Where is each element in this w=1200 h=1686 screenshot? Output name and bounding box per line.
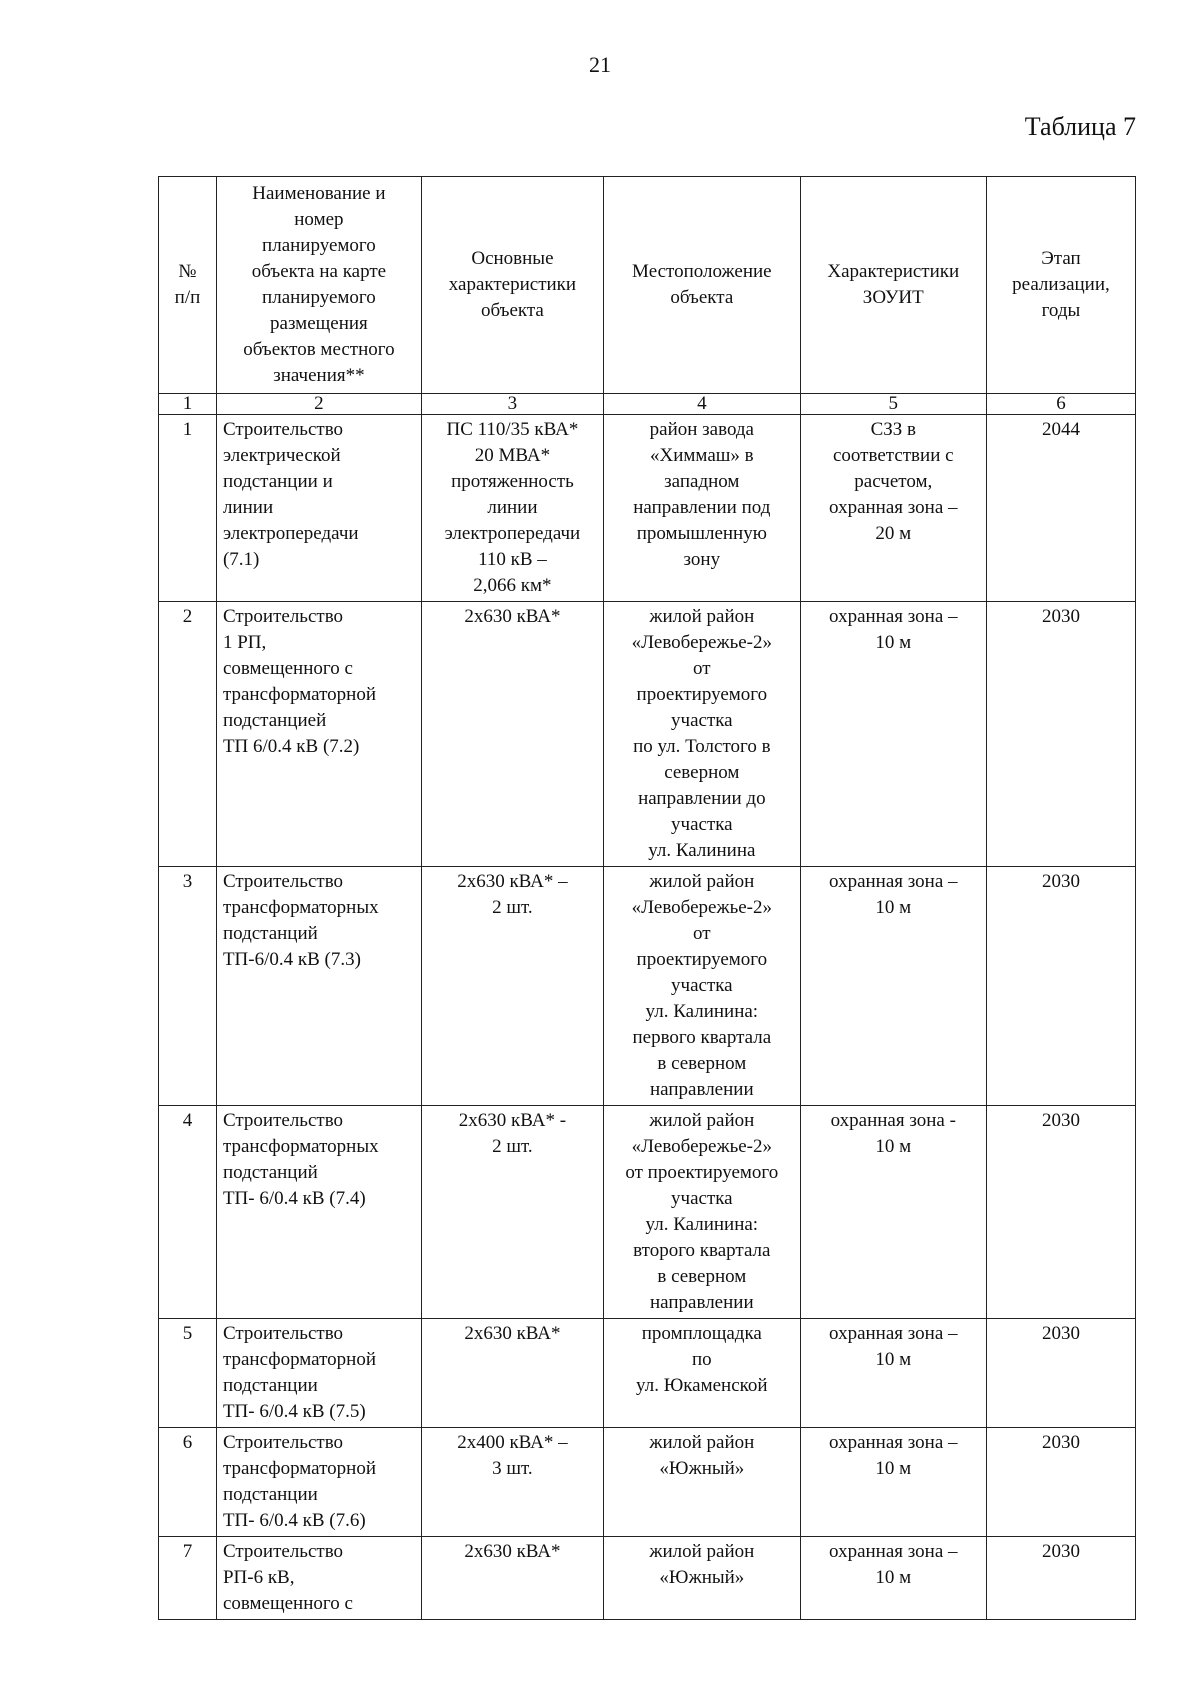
zouit-characteristics: СЗЗ в соответствии с расчетом, охранная зона – 20 м bbox=[800, 415, 986, 602]
objects-table bbox=[158, 176, 1136, 1620]
column-number: 5 bbox=[800, 394, 986, 415]
table-row bbox=[159, 1428, 1136, 1537]
table-row bbox=[159, 415, 1136, 602]
object-name: Строительство трансформаторных подстанций ТП- 6/0.4 кВ (7.4) bbox=[216, 1106, 421, 1319]
row-number: 4 bbox=[159, 1106, 217, 1319]
zouit-characteristics: охранная зона – 10 м bbox=[800, 867, 986, 1106]
table-header-row bbox=[159, 177, 1136, 394]
implementation-stage: 2030 bbox=[986, 602, 1135, 867]
column-numbers-row bbox=[159, 394, 1136, 415]
zouit-characteristics: охранная зона – 10 м bbox=[800, 1319, 986, 1428]
page-number: 21 bbox=[589, 52, 611, 77]
object-characteristics: 2х400 кВА* – 3 шт. bbox=[421, 1428, 603, 1537]
header-name: Наименование и номер планируемого объекта на карте планируемого размещения объектов местного значения** bbox=[216, 177, 421, 394]
object-characteristics: 2х630 кВА* – 2 шт. bbox=[421, 867, 603, 1106]
object-name: Строительство 1 РП, совмещенного с трансформаторной подстанцией ТП 6/0.4 кВ (7.2) bbox=[216, 602, 421, 867]
table-row bbox=[159, 1537, 1136, 1620]
table-row bbox=[159, 867, 1136, 1106]
header-characteristics: Основные характеристики объекта bbox=[421, 177, 603, 394]
column-number: 1 bbox=[159, 394, 217, 415]
object-name: Строительство электрической подстанции и линии электропередачи (7.1) bbox=[216, 415, 421, 602]
column-number: 3 bbox=[421, 394, 603, 415]
object-location: жилой район «Южный» bbox=[604, 1537, 801, 1620]
object-characteristics: 2х630 кВА* bbox=[421, 1537, 603, 1620]
header-stage: Этап реализации, годы bbox=[986, 177, 1135, 394]
object-location: жилой район «Левобережье-2» от проектируемого участка по ул. Толстого в северном направлении до участка ул. Калинина bbox=[604, 602, 801, 867]
header-zouit: Характеристики ЗОУИТ bbox=[800, 177, 986, 394]
table-row bbox=[159, 1319, 1136, 1428]
implementation-stage: 2030 bbox=[986, 1319, 1135, 1428]
object-name: Строительство трансформаторных подстанций ТП-6/0.4 кВ (7.3) bbox=[216, 867, 421, 1106]
object-location: район завода «Химмаш» в западном направлении под промышленную зону bbox=[604, 415, 801, 602]
object-location: жилой район «Южный» bbox=[604, 1428, 801, 1537]
row-number: 1 bbox=[159, 415, 217, 602]
object-characteristics: 2х630 кВА* bbox=[421, 602, 603, 867]
object-name: Строительство трансформаторной подстанции ТП- 6/0.4 кВ (7.6) bbox=[216, 1428, 421, 1537]
row-number: 3 bbox=[159, 867, 217, 1106]
zouit-characteristics: охранная зона – 10 м bbox=[800, 1428, 986, 1537]
object-characteristics: 2х630 кВА* bbox=[421, 1319, 603, 1428]
implementation-stage: 2030 bbox=[986, 1428, 1135, 1537]
zouit-characteristics: охранная зона - 10 м bbox=[800, 1106, 986, 1319]
zouit-characteristics: охранная зона – 10 м bbox=[800, 602, 986, 867]
object-name: Строительство РП-6 кВ, совмещенного с bbox=[216, 1537, 421, 1620]
implementation-stage: 2030 bbox=[986, 867, 1135, 1106]
row-number: 7 bbox=[159, 1537, 217, 1620]
object-location: промплощадка по ул. Юкаменской bbox=[604, 1319, 801, 1428]
object-characteristics: 2х630 кВА* - 2 шт. bbox=[421, 1106, 603, 1319]
header-number: № п/п bbox=[159, 177, 217, 394]
zouit-characteristics: охранная зона – 10 м bbox=[800, 1537, 986, 1620]
row-number: 2 bbox=[159, 602, 217, 867]
object-location: жилой район «Левобережье-2» от проектируемого участка ул. Калинина: первого квартала в северном направлении bbox=[604, 867, 801, 1106]
row-number: 6 bbox=[159, 1428, 217, 1537]
table-title: Таблица 7 bbox=[1024, 112, 1136, 141]
table-row bbox=[159, 1106, 1136, 1319]
column-number: 4 bbox=[604, 394, 801, 415]
implementation-stage: 2044 bbox=[986, 415, 1135, 602]
implementation-stage: 2030 bbox=[986, 1106, 1135, 1319]
implementation-stage: 2030 bbox=[986, 1537, 1135, 1620]
object-characteristics: ПС 110/35 кВА* 20 МВА* протяженность линии электропередачи 110 кВ – 2,066 км* bbox=[421, 415, 603, 602]
object-name: Строительство трансформаторной подстанции ТП- 6/0.4 кВ (7.5) bbox=[216, 1319, 421, 1428]
table-row bbox=[159, 602, 1136, 867]
column-number: 6 bbox=[986, 394, 1135, 415]
column-number: 2 bbox=[216, 394, 421, 415]
row-number: 5 bbox=[159, 1319, 217, 1428]
header-location: Местоположение объекта bbox=[604, 177, 801, 394]
object-location: жилой район «Левобережье-2» от проектируемого участка ул. Калинина: второго квартала в северном направлении bbox=[604, 1106, 801, 1319]
